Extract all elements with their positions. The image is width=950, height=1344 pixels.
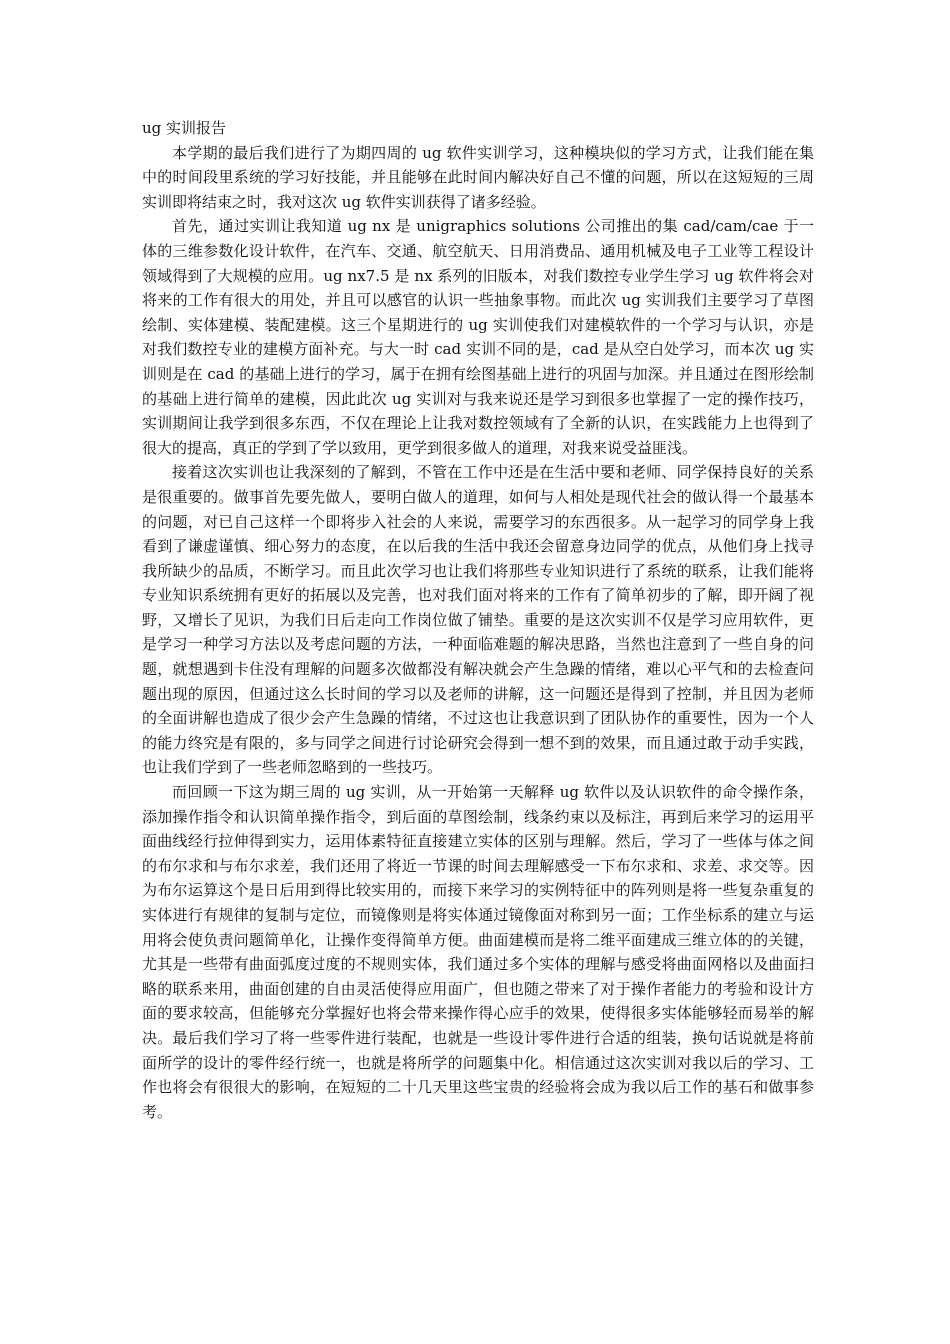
paragraph-2: 首先，通过实训让我知道 ug nx 是 unigraphics solutions 公司推出的集 cad/cam/cae 于一体的三维参数化设计软件，在汽车、交通、航空航天、日用消费品、通用机械及电子工业等工程设计领域得到了大规模的应用。ug nx7.5 是 nx 系列的旧版本，对我们数控专业学生学习 ug 软件将会对将来的工作有很大的用处，并且可以感官的认识一些抽象事物。而此次 ug 实训我们主要学习了草图绘制、实体建模、装配建模。这三个星期进行的 ug 实训使我们对建模软件的一个学习与认识，亦是对我们数控专业的建模方面补充。与大一时 cad 实训不同的是，cad 是从空白处学习，而本次 ug 实训则是在 cad 的基础上进行的学习，属于在拥有绘图基础上进行的巩固与加深。并且通过在图形绘制的基础上进行简单的建模，因此此次 ug 实训对与我来说还是学习到很多也掌握了一定的操作技巧，实训期间让我学到很多东西，不仅在理论上让我对数控领域有了全新的认识，在实践能力上也得到了很大的提高，真正的学到了学以致用，更学到很多做人的道理，对我来说受益匪浅。 bbox=[142, 217, 814, 457]
paragraph-1: 本学期的最后我们进行了为期四周的 ug 软件实训学习，这种模块似的学习方式，让我们能在集中的时间段里系统的学习好技能，并且能够在此时间内解决好自己不懂的问题，所以在这短短的三周实训即将结束之时，我对这次 ug 软件实训获得了诸多经验。 bbox=[142, 143, 814, 211]
document-title: ug 实训报告 bbox=[142, 119, 227, 137]
paragraph-3: 接着这次实训也让我深刻的了解到，不管在工作中还是在生活中要和老师、同学保持良好的关系是很重要的。做事首先要先做人，要明白做人的道理，如何与人相处是现代社会的做认得一个最基本的问题，对已自己这样一个即将步入社会的人来说，需要学习的东西很多。从一起学习的同学身上我看到了谦虚谨慎、细心努力的态度，在以后我的生活中我还会留意身边同学的优点，从他们身上找寻我所缺少的品质，不断学习。而且此次学习也让我们将那些专业知识进行了系统的联系，让我们能将专业知识系统拥有更好的拓展以及完善，也对我们面对将来的工作有了简单初步的了解，即开阔了视野，又增长了见识，为我们日后走向工作岗位做了铺垫。重要的是这次实训不仅是学习应用软件，更是学习一种学习方法以及考虑问题的方法，一种面临难题的解决思路，当然也注意到了一些自身的问题，就想遇到卡住没有理解的问题多次做都没有解决就会产生急躁的情绪，难以心平气和的去检查问题出现的原因，但通过这么长时间的学习以及老师的讲解，这一问题还是得到了控制，并且因为老师的全面讲解也造成了很少会产生急躁的情绪，不过这也让我意识到了团队协作的重要性，因为一个人的能力终究是有限的，多与同学之间进行讨论研究会得到一想不到的效果，而且通过敢于动手实践，也让我们学到了一些老师忽略到的一些技巧。 bbox=[142, 463, 814, 777]
document-page bbox=[142, 116, 814, 1124]
paragraph-4: 而回顾一下这为期三周的 ug 实训，从一开始第一天解释 ug 软件以及认识软件的命令操作条，添加操作指令和认识简单操作指令，到后面的草图绘制，线条约束以及标注，再到后来学习的运用平面曲线经行拉伸得到实力，运用体素特征直接建立实体的区别与理解。然后，学习了一些体与体之间的布尔求和与布尔求差，我们还用了将近一节课的时间去理解感受一下布尔求和、求差、求交等。因为布尔运算这个是日后用到得比较实用的，而接下来学习的实例特征中的阵列则是将一些复杂重复的实体进行有规律的复制与定位，而镜像则是将实体通过镜像面对称到另一面；工作坐标系的建立与运用将会使负责问题简单化，让操作变得简单方便。曲面建模而是将二维平面建成三维立体的的关键，尤其是一些带有曲面弧度过度的不规则实体，我们通过多个实体的理解与感受将曲面网格以及曲面扫略的联系来用，曲面创建的自由灵活使得应用面广，但也随之带来了对于操作者能力的考验和设计方面的要求较高，但能够充分掌握好也将会带来操作得心应手的效果，使得很多实体能够轻而易举的解决。最后我们学习了将一些零件进行装配，也就是一些设计零件进行合适的组装，换句话说就是将前面所学的设计的零件经行统一，也就是将所学的问题集中化。相信通过这次实训对我以后的学习、工作也将会有很很大的影响，在短短的二十几天里这些宝贵的经验将会成为我以后工作的基石和做事参考。 bbox=[142, 783, 814, 1121]
